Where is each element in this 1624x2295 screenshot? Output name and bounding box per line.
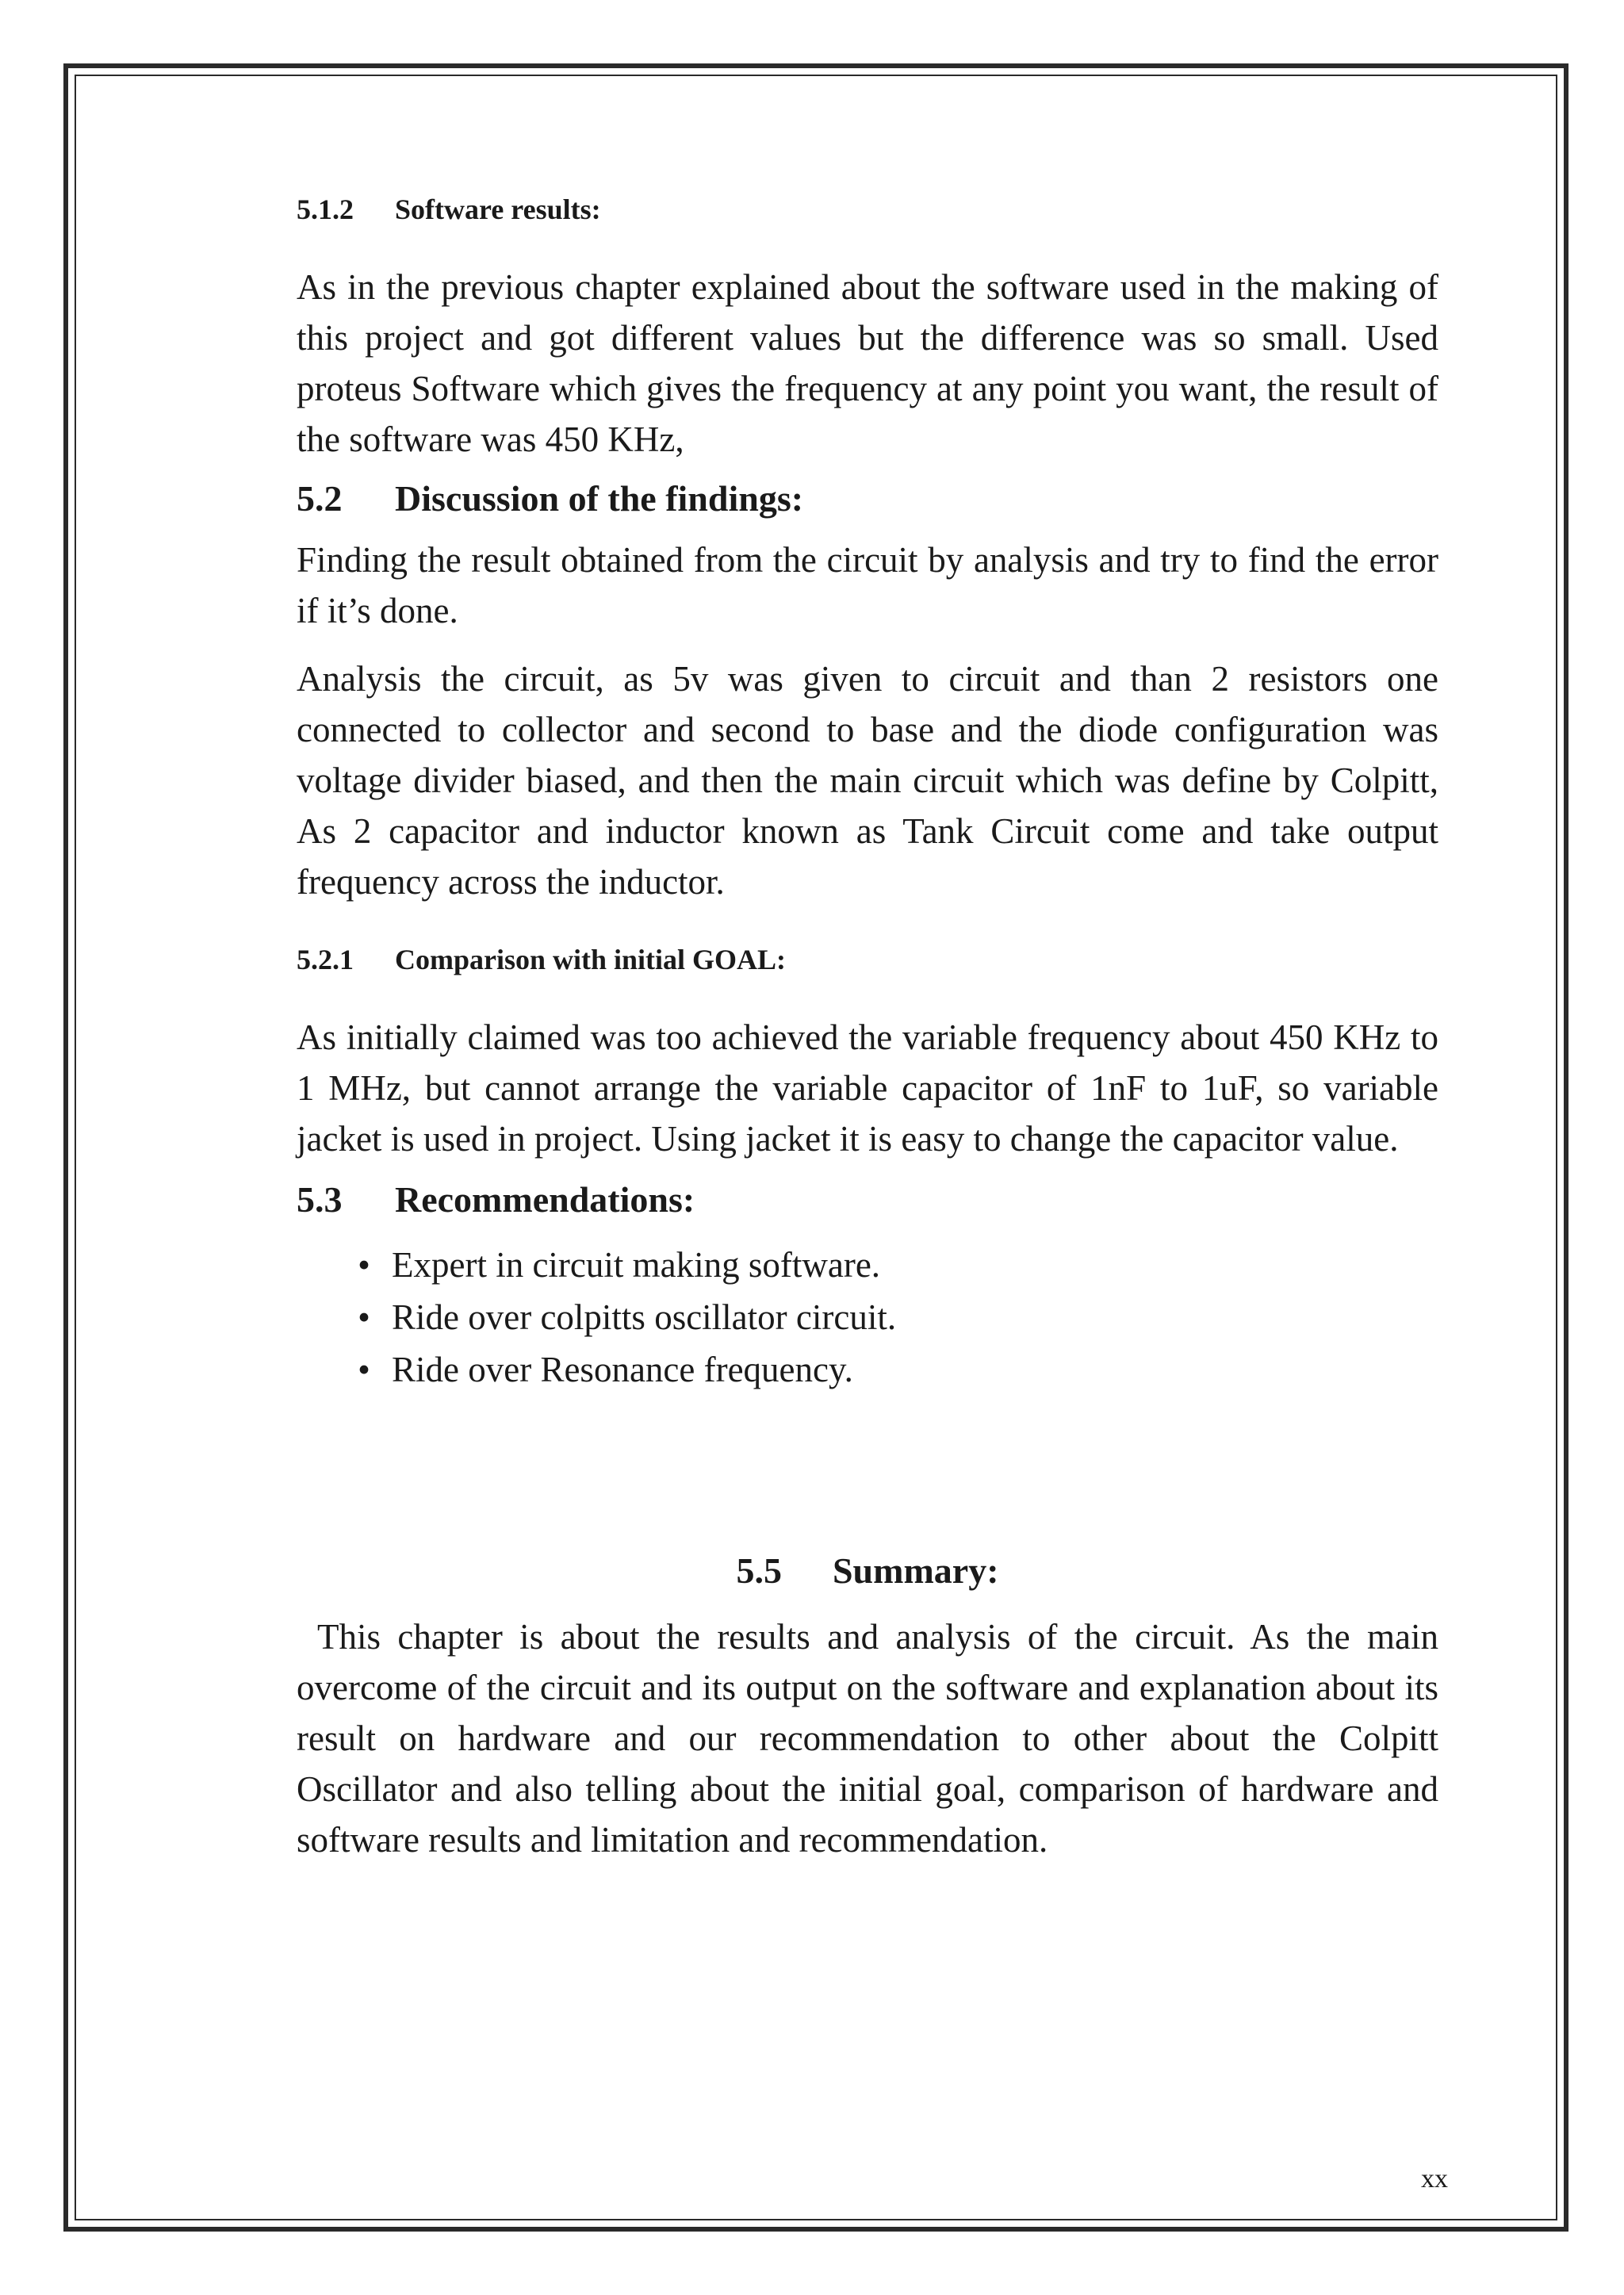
list-item bbox=[297, 1291, 1438, 1343]
heading-title: Recommendations: bbox=[395, 1179, 695, 1220]
list-item bbox=[297, 1343, 1438, 1396]
heading-number: 5.2 bbox=[297, 478, 343, 519]
page-number: xx bbox=[1421, 2164, 1448, 2193]
bullet: • bbox=[358, 1297, 370, 1337]
bullet: • bbox=[358, 1245, 370, 1285]
list-item bbox=[297, 1239, 1438, 1291]
heading-title: Summary: bbox=[832, 1550, 999, 1591]
heading-title: Discussion of the findings: bbox=[395, 478, 804, 519]
paragraph-software-results: As in the previous chapter explained about the software used in the making of this project and got different values but the difference was so small. Used proteus Software which gives the frequency at any point you want, the result of the software was 450 KHz, bbox=[297, 267, 1438, 459]
bullet: • bbox=[358, 1350, 370, 1389]
heading-title: Software results: bbox=[395, 193, 601, 225]
page-content bbox=[297, 190, 1438, 1865]
heading-number: 5.2.1 bbox=[297, 944, 354, 975]
heading-number: 5.1.2 bbox=[297, 193, 354, 225]
list-item-text: Ride over Resonance frequency. bbox=[392, 1350, 853, 1389]
heading-5-2 bbox=[297, 474, 1438, 523]
list-item-text: Expert in circuit making software. bbox=[392, 1245, 881, 1285]
heading-title: Comparison with initial GOAL: bbox=[395, 944, 787, 975]
heading-5-3 bbox=[297, 1175, 1438, 1224]
heading-number: 5.3 bbox=[297, 1179, 343, 1220]
heading-5-2-1 bbox=[297, 941, 1438, 979]
recommendations-list bbox=[297, 1239, 1438, 1396]
list-item-text: Ride over colpitts oscillator circuit. bbox=[392, 1297, 897, 1337]
paragraph-summary: This chapter is about the results and analysis of the circuit. As the main overcome of the circuit and its output on the software and explanation about its result on hardware and our recommendation to other about the Colpitt Oscillator and also telling about the initial goal, comparison of hardware and software results and limitation and recommendation. bbox=[297, 1617, 1438, 1860]
paragraph-comparison: As initially claimed was too achieved the variable frequency about 450 KHz to 1 MHz, but cannot arrange the variable capacitor of 1nF to 1uF, so variable jacket is used in project. Using jacket it is easy to change the capacitor value. bbox=[297, 1017, 1438, 1159]
heading-number: 5.5 bbox=[736, 1550, 782, 1591]
paragraph-discussion-2: Analysis the circuit, as 5v was given to circuit and than 2 resistors one connected to collector and second to base and the diode configuration was voltage divider biased, and then the main circuit which was define by Colpitt, As 2 capacitor and inductor known as Tank Circuit come and take output frequency across the inductor. bbox=[297, 659, 1438, 902]
paragraph-discussion-1: Finding the result obtained from the circuit by analysis and try to find the error if it’s done. bbox=[297, 540, 1438, 630]
heading-5-5 bbox=[297, 1546, 1438, 1596]
heading-5-1-2 bbox=[297, 190, 1438, 228]
